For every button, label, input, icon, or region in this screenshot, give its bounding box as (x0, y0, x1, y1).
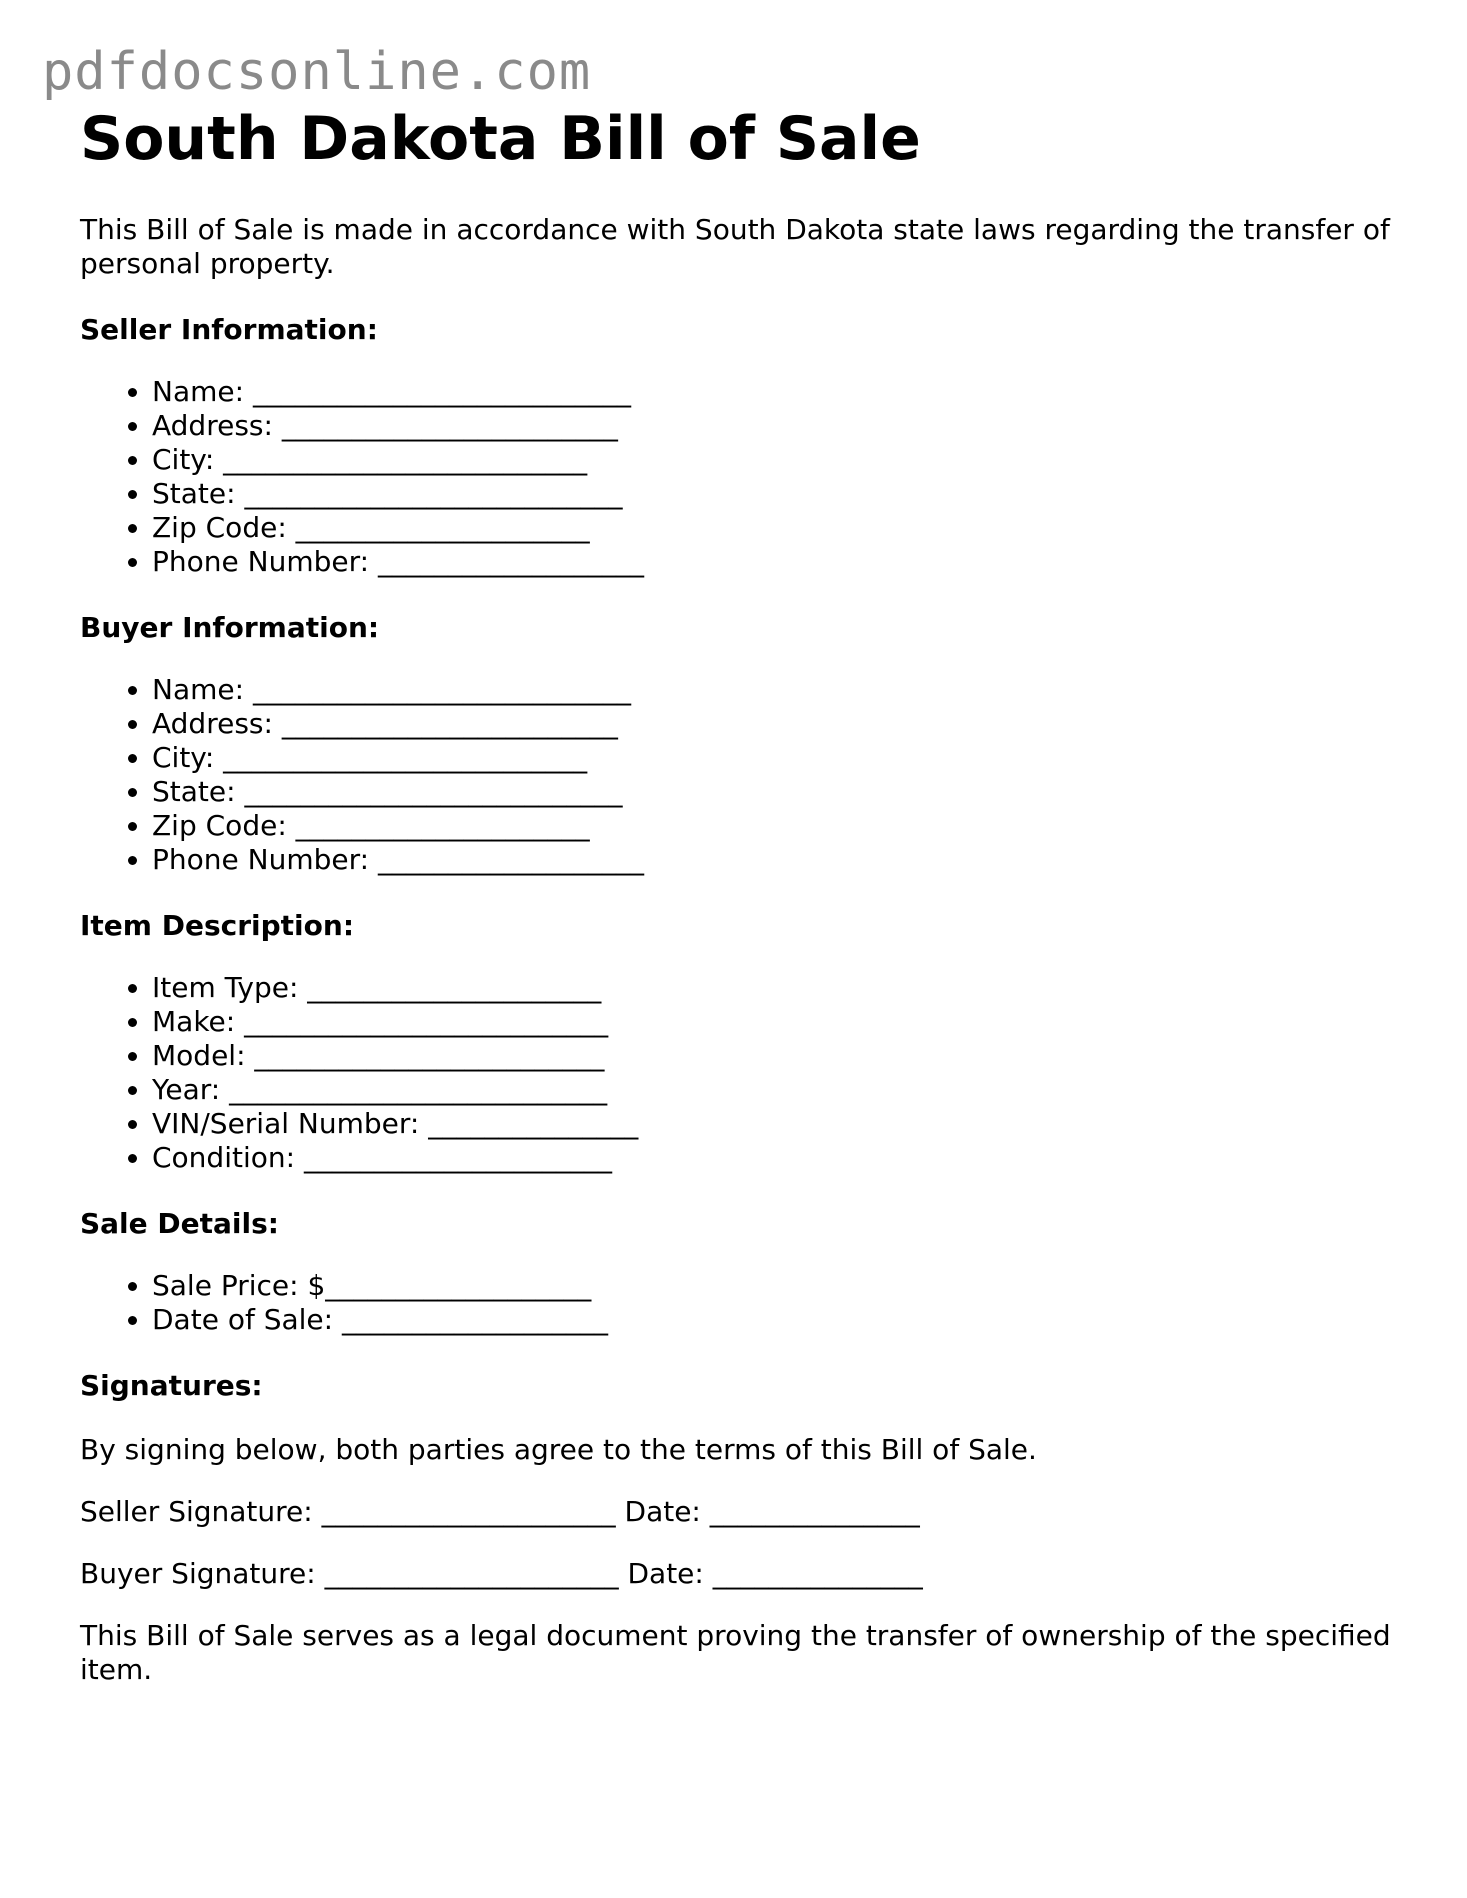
sale-fields-list (80, 1269, 1400, 1337)
sale-date-field: • Date of Sale: ___________________ (152, 1303, 1400, 1337)
buyer-section-heading: Buyer Information: (80, 611, 380, 644)
watermark: pdfdocsonline.com (42, 42, 592, 102)
buyer-state-field: • State: ___________________________ (152, 775, 1400, 809)
item-vin-field: • VIN/Serial Number: _______________ (152, 1107, 1400, 1141)
item-model-field: • Model: _________________________ (152, 1039, 1400, 1073)
item-fields-list (80, 971, 1400, 1175)
document-title: South Dakota Bill of Sale (80, 104, 921, 174)
item-type-field: • Item Type: _____________________ (152, 971, 1400, 1005)
buyer-city-field: • City: __________________________ (152, 741, 1400, 775)
seller-address-field: • Address: ________________________ (152, 409, 1400, 443)
sale-price-field: • Sale Price: $___________________ (152, 1269, 1400, 1303)
document-page (80, 100, 1400, 1687)
seller-zip-field: • Zip Code: _____________________ (152, 511, 1400, 545)
buyer-zip-field: • Zip Code: _____________________ (152, 809, 1400, 843)
seller-fields-list (80, 375, 1400, 579)
seller-section-heading: Seller Information: (80, 313, 378, 346)
buyer-fields-list (80, 673, 1400, 877)
intro-paragraph: This Bill of Sale is made in accordance with South Dakota state laws regarding the transfer of personal property. (80, 213, 1390, 280)
seller-state-field: • State: ___________________________ (152, 477, 1400, 511)
buyer-phone-field: • Phone Number: ___________________ (152, 843, 1400, 877)
seller-city-field: • City: __________________________ (152, 443, 1400, 477)
buyer-signature-line: Buyer Signature: _____________________ Date: _______________ (80, 1557, 923, 1590)
item-condition-field: • Condition: ______________________ (152, 1141, 1400, 1175)
item-make-field: • Make: __________________________ (152, 1005, 1400, 1039)
signatures-intro: By signing below, both parties agree to the terms of this Bill of Sale. (80, 1433, 1037, 1466)
buyer-address-field: • Address: ________________________ (152, 707, 1400, 741)
item-section-heading: Item Description: (80, 909, 355, 942)
closing-paragraph: This Bill of Sale serves as a legal document proving the transfer of ownership of the specified item. (80, 1619, 1391, 1686)
item-year-field: • Year: ___________________________ (152, 1073, 1400, 1107)
seller-signature-line: Seller Signature: _____________________ Date: _______________ (80, 1495, 920, 1528)
seller-name-field: • Name: ___________________________ (152, 375, 1400, 409)
sale-section-heading: Sale Details: (80, 1207, 279, 1240)
signatures-section-heading: Signatures: (80, 1369, 263, 1402)
seller-phone-field: • Phone Number: ___________________ (152, 545, 1400, 579)
buyer-name-field: • Name: ___________________________ (152, 673, 1400, 707)
